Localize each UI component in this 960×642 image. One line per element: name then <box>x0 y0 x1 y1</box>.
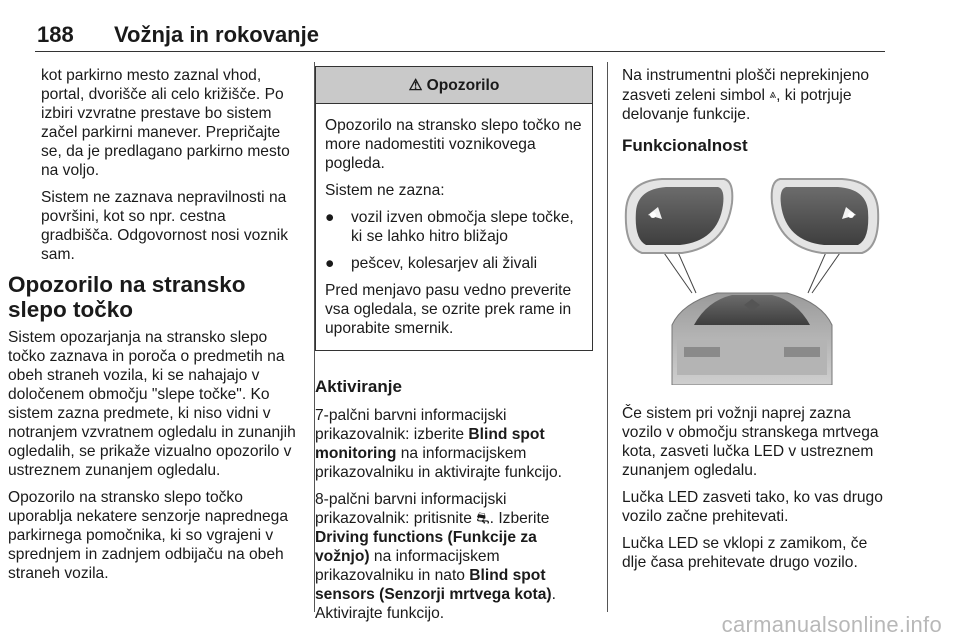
warning-title: Opozorilo <box>426 76 500 94</box>
warning-triangle-icon: ⚠ <box>408 76 423 94</box>
warning-body <box>316 104 592 350</box>
warning-paragraph-3: Pred menjavo pasu vedno preverite vsa ogledala, se ozrite prek rame in uporabite smernik. <box>325 282 572 337</box>
watermark-text: carmanualsonline.info <box>721 612 942 637</box>
section-heading-functionality: Funkcionalnost <box>622 136 748 155</box>
paragraph-led-lights: Če sistem pri vožnji naprej zazna vozilo v območju stranskega mrtvega kota, zasveti lučka LED v ustreznem zunanjem ogledalu. <box>622 405 879 479</box>
paragraph-blind-spot-intro: Sistem opozarjanja na stransko slepo točko zaznava in poroča o predmetih na obeh straneh vozila, ki se nahajajo v določenem območju "slepe točke". Ko sistem zazna predmete, ki niso vidni v notranjem vzvratnem ogledalu in zunanjih ogledalih, se prikaže vizualno opozorilo v ustreznem zunanjem ogledalu. <box>8 329 296 479</box>
column-left <box>8 66 300 591</box>
car-settings-icon: ⛐ <box>476 510 490 527</box>
paragraph-activation-8inch: 8-palčni barvni informacijski prikazovalnik: pritisnite ⛐. Izberite Driving functions (Funkcije za vožnjo) na informacijskem prikazovalniku in nato Blind spot sensors (Senzorji mrtvega kota). Aktivirajte funkcijo. <box>315 491 556 622</box>
warning-bullet-item: ● vozil izven območja slepe točke, ki se lahko hitro bližajo <box>325 209 574 245</box>
column-middle <box>315 66 593 631</box>
paragraph-parking-continued: kot parkirno mesto zaznal vhod, portal, dvorišče ali celo križišče. Po izbiri vzvratne prestave bo sistem začel parkirni manever. Prepričajte se, da je predlagano parkirno mesto na voljo. <box>41 67 290 179</box>
column-divider-right <box>607 62 608 612</box>
paragraph-green-symbol: Na instrumentni plošči neprekinjeno zasveti zeleni simbol ⩓, ki potrjuje delovanje funkcije. <box>622 67 870 123</box>
section-heading-blind-spot: Opozorilo na stransko slepo točko <box>8 272 246 322</box>
column-right <box>622 66 890 580</box>
chapter-title: Vožnja in rokovanje <box>114 22 319 47</box>
warning-box <box>315 66 593 351</box>
paragraph-blind-spot-sensors: Opozorilo na stransko slepo točko uporablja nekatere senzorje naprednega parkirnega pomočnika, ki so vgrajeni v sprednjem in zadnjem odbijaču na obeh straneh vozila. <box>8 489 289 582</box>
paragraph-system-limits: Sistem ne zaznava nepravilnosti na površini, kot so npr. cestna gradbišča. Odgovornost nosi voznik sam. <box>41 189 289 263</box>
page-number: 188 <box>37 22 74 47</box>
paragraph-led-delay: Lučka LED se vklopi z zamikom, če dlje časa prehitevate drugo vozilo. <box>622 535 868 571</box>
paragraph-activation-7inch: 7-palčni barvni informacijski prikazovalnik: izberite Blind spot monitoring na informacijskem prikazovalniku in aktivirajte funkcijo. <box>315 407 563 481</box>
warning-header <box>316 67 592 104</box>
section-heading-activation: Aktiviranje <box>315 377 402 396</box>
header-rule <box>35 51 885 52</box>
bullet-dot-icon: ● <box>325 209 335 226</box>
blind-spot-mirrors-illustration <box>622 175 882 385</box>
page-header <box>0 0 960 52</box>
blind-spot-symbol-icon: ⩓ <box>769 87 777 101</box>
warning-paragraph-2: Sistem ne zazna: <box>325 182 445 199</box>
paragraph-led-overtaking: Lučka LED zasveti tako, ko vas drugo vozilo začne prehitevati. <box>622 489 883 525</box>
warning-bullet-item: ● pešcev, kolesarjev ali živali <box>325 255 538 272</box>
bullet-dot-icon: ● <box>325 255 335 272</box>
warning-paragraph-1: Opozorilo na stransko slepo točko ne more nadomestiti voznikovega pogleda. <box>325 117 582 172</box>
